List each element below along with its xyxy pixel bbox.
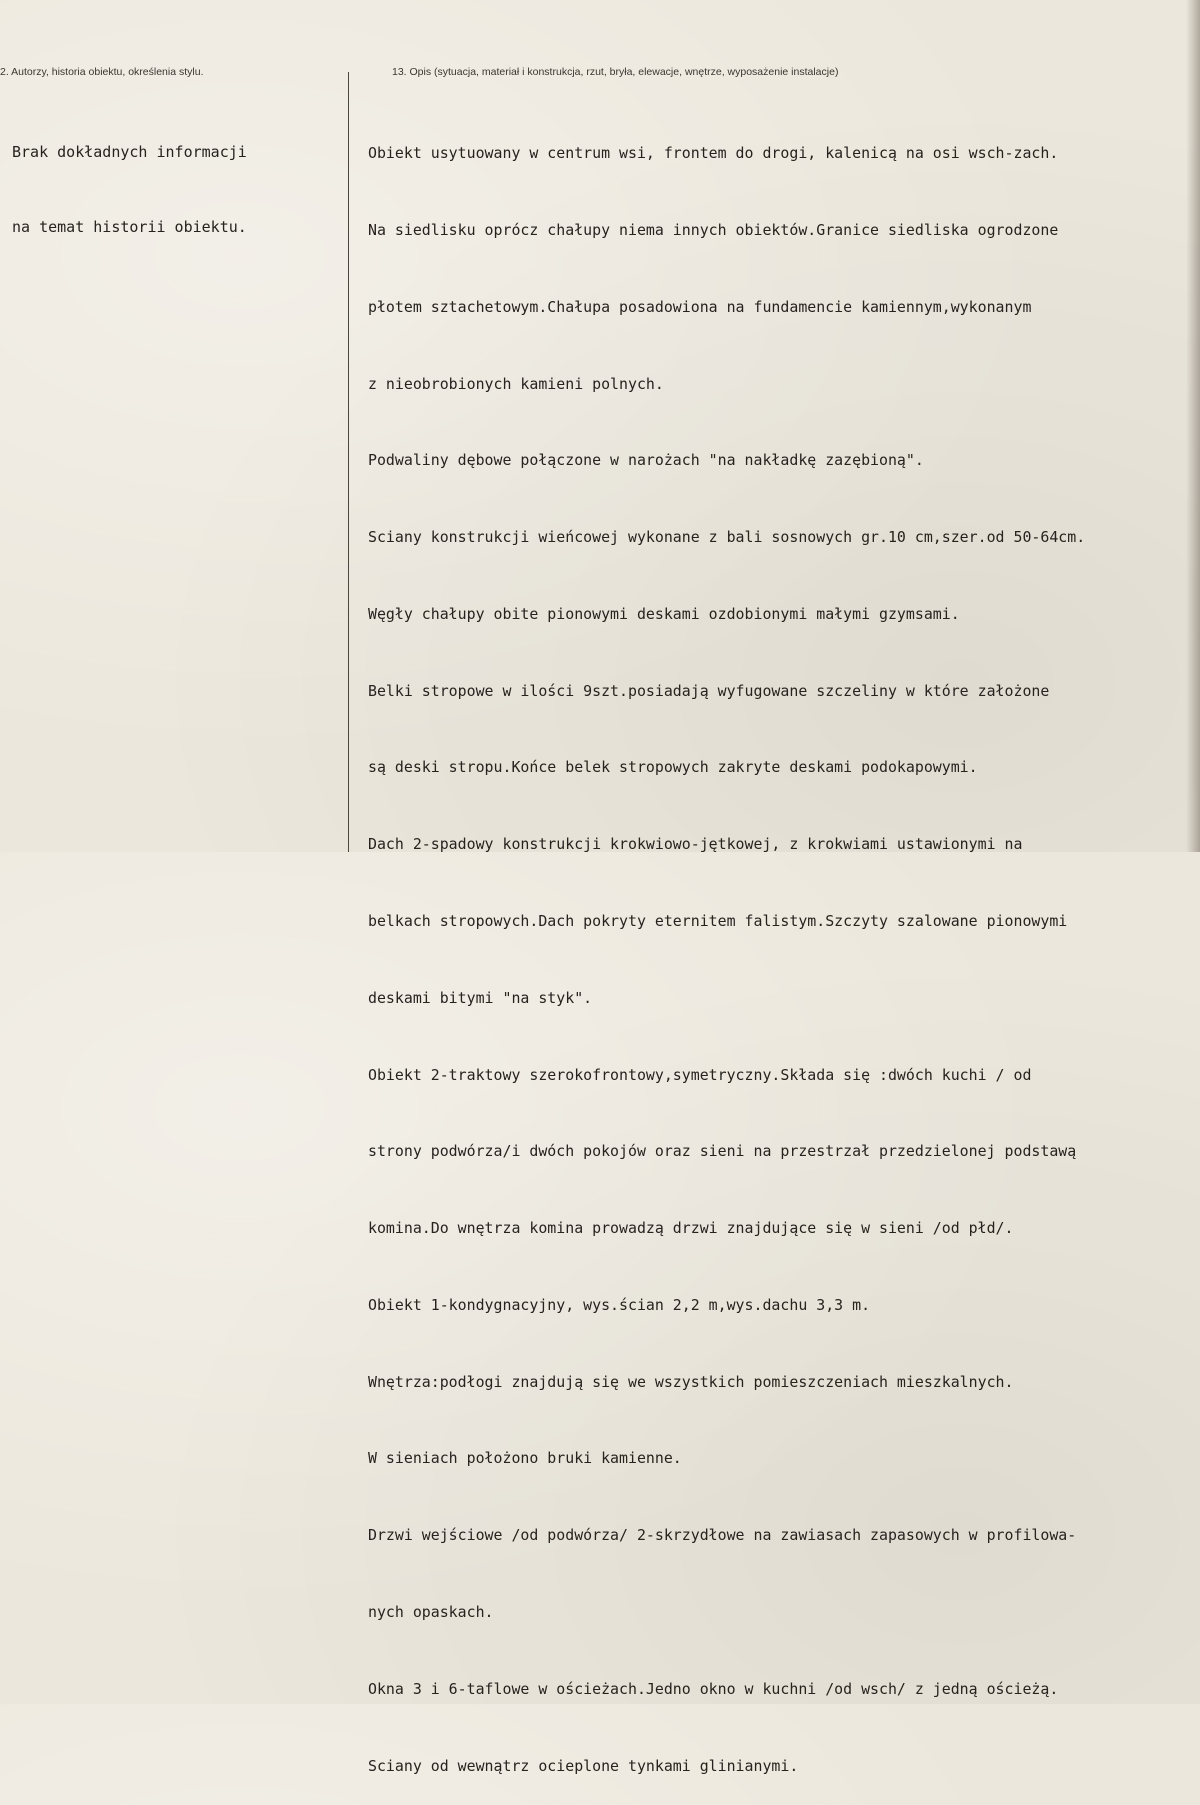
description-line: belkach stropowych.Dach pokryty eternitem falistym.Szczyty szalowane pionowymi xyxy=(368,912,1068,930)
description-text xyxy=(368,90,1085,1805)
description-line: Okna 3 i 6-taflowe w ościeżach.Jedno okno w kuchni /od wsch/ z jedną ościeżą. xyxy=(368,1679,1059,1698)
description-line: z nieobrobionych kamieni polnych. xyxy=(368,374,664,393)
description-line: Drzwi wejściowe /od podwórza/ 2-skrzydłowe na zawiasach zapasowych w profilowa- xyxy=(368,1526,1077,1545)
description-line: Sciany konstrukcji wieńcowej wykonane z bali sosnowych gr.10 cm,szer.od 50-64cm. xyxy=(368,528,1086,547)
description-line: nych opaskach. xyxy=(368,1603,494,1622)
description-line: deskami bitymi "na styk". xyxy=(368,988,593,1007)
description-line: W sieniach położono bruki kamienne. xyxy=(368,1449,682,1468)
section-13-header: 13. Opis (sytuacja, materiał i konstrukcja, rzut, bryła, elewacje, wnętrze, wyposażenie instalacje) xyxy=(392,66,839,78)
history-line: Brak dokładnych informacji xyxy=(12,143,247,161)
history-text xyxy=(12,90,247,265)
description-line: Węgły chałupy obite pionowymi deskami ozdobionymi małymi gzymsami. xyxy=(368,604,960,623)
description-line: Dach 2-spadowy konstrukcji krokwiowo-jętkowej, z krokwiami ustawionymi na xyxy=(368,835,1023,854)
description-line: są deski stropu.Końce belek stropowych zakryte deskami podokapowymi. xyxy=(368,758,978,777)
description-line: Belki stropowe w ilości 9szt.posiadają wyfugowane szczeliny w które założone xyxy=(368,681,1050,700)
description-line: Obiekt 1-kondygnacyjny, wys.ścian 2,2 m,wys.dachu 3,3 m. xyxy=(368,1295,871,1314)
history-line: na temat historii obiektu. xyxy=(12,218,247,236)
column-divider xyxy=(348,72,349,852)
description-line: Obiekt 2-traktowy szerokofrontowy,symetryczny.Składa się :dwóch kuchi / od xyxy=(368,1065,1032,1084)
section-2-header: 2. Autorzy, historia obiektu, określenia stylu. xyxy=(0,66,204,78)
description-line: Obiekt usytuowany w centrum wsi, frontem do drogi, kalenicą na osi wsch-zach. xyxy=(368,144,1059,163)
description-line: Sciany od wewnątrz ocieplone tynkami glinianymi. xyxy=(368,1756,799,1775)
description-line: Wnętrza:podłogi znajdują się we wszystkich pomieszczeniach mieszkalnych. xyxy=(368,1372,1014,1391)
description-line: Na siedlisku oprócz chałupy niema innych obiektów.Granice siedliska ogrodzone xyxy=(368,220,1059,239)
page-edge-shadow xyxy=(1186,0,1200,852)
description-line: płotem sztachetowym.Chałupa posadowiona na fundamencie kamiennym,wykonanym xyxy=(368,297,1032,316)
description-line: Podwaliny dębowe połączone w narożach "na nakładkę zazębioną". xyxy=(368,451,924,470)
description-line: komina.Do wnętrza komina prowadzą drzwi znajdujące się w sieni /od płd/. xyxy=(368,1219,1014,1238)
description-line: strony podwórza/i dwóch pokojów oraz sieni na przestrzał przedzielonej podstawą xyxy=(368,1142,1077,1161)
